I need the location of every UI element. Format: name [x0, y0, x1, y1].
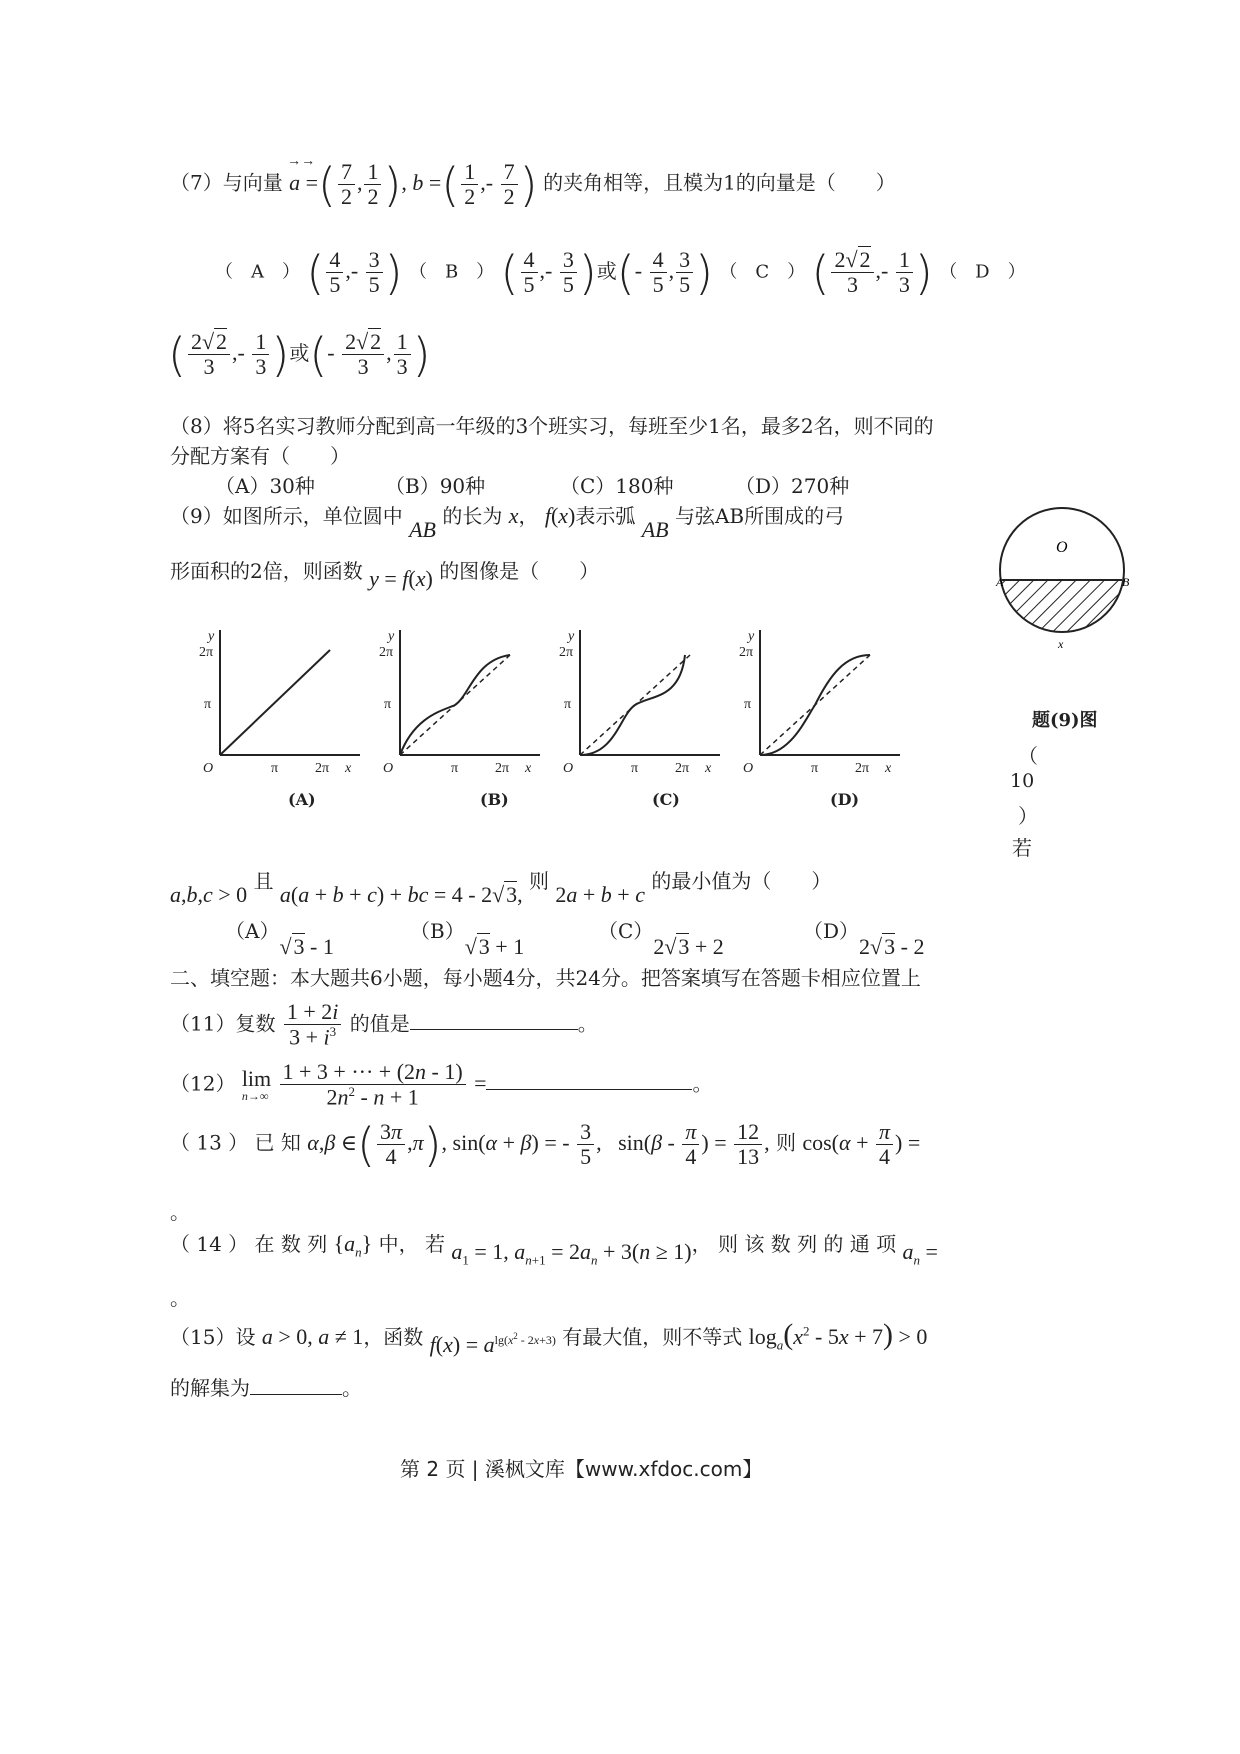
- graph-label-a: (A): [288, 790, 316, 809]
- q15-line2-text: 的解集为: [170, 1376, 250, 1400]
- svg-text:2π: 2π: [739, 645, 754, 660]
- svg-text:x: x: [345, 761, 352, 776]
- q8-option-c: （C）180种: [560, 474, 674, 498]
- q15-answer-blank[interactable]: [250, 1394, 342, 1395]
- q12-end: 。: [692, 1071, 713, 1096]
- svg-text:2π: 2π: [495, 761, 510, 776]
- graph-label-d: (D): [830, 790, 860, 809]
- q7-option-d: ( $\frac{2√2}{3}$ ,- $\frac{1}{3}$ )或(- $\frac{2√2}{3}$ , $\frac{1}{3}$ ): [168, 327, 431, 382]
- svg-text:O: O: [743, 761, 754, 776]
- q7-stem: [170, 153, 896, 212]
- svg-text:A: A: [996, 575, 1004, 589]
- q12: （12） lim n→∞ $\frac{1 + 3 + \cdot\cdot\cdot + (2n - 1)}{2n^2 - n + 1}$ = 。: [170, 1059, 713, 1110]
- q15-mid2: 有最大值，则不等式: [562, 1325, 743, 1349]
- q10-ruo: 若: [1012, 836, 1032, 860]
- graph-c: [559, 629, 720, 776]
- graph-label-b: (B): [480, 790, 509, 809]
- q15-end: 。: [342, 1376, 362, 1400]
- q11-end: 。: [577, 1011, 598, 1036]
- q7-or-b: 或: [596, 258, 617, 283]
- q15-function: $f(x) = a^{lg(x^2 - 2x+3)}$: [429, 1330, 556, 1357]
- q10-ze: 则: [529, 869, 550, 893]
- svg-text:y: y: [568, 629, 575, 644]
- q10-qie: 且: [253, 869, 274, 893]
- vec-b: b: [412, 169, 424, 195]
- svg-text:π: π: [451, 761, 459, 776]
- svg-text:O: O: [203, 761, 214, 776]
- q9-p1: （9）如图所示，单位圆中: [170, 504, 403, 528]
- svg-text:x: x: [1058, 637, 1064, 651]
- q9-p2: 的长为: [442, 504, 503, 528]
- q14-target: $a_n$ =: [902, 1239, 938, 1268]
- q15-cond: a > 0, a ≠ 1: [261, 1324, 364, 1349]
- q11: [170, 1000, 598, 1050]
- q9-var-x: x: [508, 503, 519, 528]
- q7-option-c: ( $\frac{2√2}{3}$ ,- $\frac{1}{3}$ ): [811, 245, 933, 300]
- q13-ze: 则: [775, 1130, 796, 1155]
- q12-fraction: $\frac{1 + 3 + \cdot\cdot\cdot + (2n - 1)}{2n^2 - n + 1}$: [280, 1060, 466, 1110]
- q12-answer-blank[interactable]: [486, 1089, 692, 1090]
- q10-expr: 2a + b + c: [555, 882, 645, 907]
- q9-function: y = f(x): [369, 566, 433, 591]
- q13-end: 。: [170, 1200, 190, 1224]
- svg-text:π: π: [564, 697, 572, 712]
- q7-label-d: （ D ）: [939, 261, 1026, 283]
- svg-text:π: π: [631, 761, 639, 776]
- q10-option-b: （B）√3 + 1: [410, 919, 525, 959]
- q10-stem: [170, 865, 832, 907]
- q13-target: cos(α + $\frac{\pi}{4}$ ) =: [802, 1119, 921, 1170]
- q15-prefix: （15）设: [170, 1325, 256, 1349]
- svg-text:π: π: [384, 697, 392, 712]
- q7-label-c: （ C ）: [719, 261, 806, 283]
- q10-cond2: a(a + b + c) + bc = 4 - 2√3,: [279, 882, 523, 907]
- svg-text:O: O: [1056, 539, 1068, 556]
- q10-option-a: （A）√3 - 1: [225, 919, 334, 959]
- graph-d: [739, 629, 900, 776]
- q8-option-a: （A）30种: [215, 474, 315, 498]
- page-footer: 第 2 页 | 溪枫文库【www.xfdoc.com】: [400, 1457, 763, 1481]
- graph-label-c: (C): [652, 790, 680, 809]
- q7-label-b: （ B ）: [408, 261, 495, 283]
- q10-label-c: （C）: [598, 919, 654, 943]
- q10-label-d: （D）: [803, 919, 860, 943]
- svg-text:2π: 2π: [855, 761, 870, 776]
- q13-prefix: （ 13 ） 已 知: [170, 1130, 301, 1155]
- graph-b: [379, 629, 540, 776]
- q14-end: 。: [170, 1286, 190, 1310]
- svg-text:y: y: [388, 629, 395, 644]
- svg-text:2π: 2π: [379, 645, 394, 660]
- q8-stem-line2: 分配方案有（ ）: [170, 444, 350, 468]
- q9-arc-ab-2: AB: [641, 517, 669, 542]
- svg-text:π: π: [271, 761, 279, 776]
- q10-number: 10: [1010, 770, 1035, 792]
- q11-prefix: （11）复数: [170, 1011, 276, 1036]
- svg-text:x: x: [525, 761, 532, 776]
- q9-p4: 与弦AB所围成的弓: [674, 504, 845, 528]
- q15-inequality: $\log_a(x^2 - 5x + 7) > 0$: [748, 1318, 928, 1353]
- svg-text:π: π: [744, 697, 752, 712]
- svg-text:y: y: [208, 629, 215, 644]
- q12-prefix: （12）: [170, 1071, 236, 1096]
- svg-text:B: B: [1122, 575, 1130, 589]
- q9-figure-caption: 题(9)图: [1032, 710, 1098, 731]
- q7-prefix: （7）与向量: [170, 170, 283, 195]
- q10-option-c: （C）2√3 + 2: [598, 919, 724, 959]
- q13-condition: α,β ∈( $\frac{3\pi}{4}$ ,π), sin(α + β) = - $\frac{3}{5}$ , sin(β - $\frac{\pi}{4}$ ) = $\frac{12}{13}$ ,: [307, 1117, 770, 1172]
- q8-option-b: （B）90种: [385, 474, 486, 498]
- q10-label-b: （B）: [410, 919, 465, 943]
- q12-lim: lim n→∞: [241, 1065, 272, 1103]
- q8-option-d: （D）270种: [735, 474, 850, 498]
- q9-fx: f: [544, 503, 551, 528]
- q14-prefix: （ 14 ） 在 数 列: [170, 1232, 328, 1256]
- svg-text:2π: 2π: [315, 761, 330, 776]
- q9-stem-line1: （9）如图所示，单位圆中 AB 的长为 x， f(x)表示弧 AB 与弦AB所围成的弓: [170, 503, 845, 542]
- q9-line2-end: 的图像是（ ）: [439, 559, 600, 583]
- q14-recurrence: $a_1 = 1$, $a_{n+1} = 2a_n + 3(n \ge 1)$: [451, 1239, 692, 1268]
- graph-a: [199, 629, 360, 776]
- q10-paren-open: （: [1018, 744, 1038, 768]
- q7-or-d: 或: [289, 340, 310, 365]
- q7-option-a: ( $\frac{4}{5}$ ,- $\frac{3}{5}$ ): [306, 245, 403, 300]
- vec-a: a: [289, 169, 301, 195]
- q11-suffix: 的值是: [349, 1011, 410, 1036]
- q10-label-a: （A）: [225, 919, 280, 943]
- svg-text:π: π: [811, 761, 819, 776]
- q7-option-b: ( $\frac{4}{5}$ ,- $\frac{3}{5}$ )或(- $\frac{4}{5}$ , $\frac{3}{5}$ ): [500, 245, 714, 300]
- q9-graphs: [195, 620, 1075, 800]
- q9-stem-line2: [170, 555, 600, 591]
- svg-text:x: x: [705, 761, 712, 776]
- q10-cond1: a,b,c > 0: [170, 882, 248, 907]
- q14-sequence: $\{a_n\}$: [333, 1231, 373, 1260]
- svg-text:O: O: [563, 761, 574, 776]
- svg-text:O: O: [383, 761, 394, 776]
- q15-mid: ，函数: [363, 1325, 424, 1349]
- q7-suffix: 的夹角相等，且模为1的向量是（ ）: [543, 170, 896, 195]
- q10-option-d: （D）2√3 - 2: [803, 919, 925, 959]
- q8-stem-line1: （8）将5名实习教师分配到高一年级的3个班实习，每班至少1名，最多2名，则不同的: [170, 414, 934, 438]
- section2-heading: 二、填空题：本大题共6小题，每小题4分，共24分。把答案填写在答题卡相应位置上: [170, 966, 921, 990]
- q10-paren-close: ）: [1018, 804, 1038, 828]
- q7-vectors: →→ a =( $\frac{7}{2}$ , $\frac{1}{2}$ ), b =( $\frac{1}{2}$ ,- $\frac{7}{2}$ ): [287, 153, 538, 212]
- q9-p3: 表示弧: [575, 504, 636, 528]
- svg-text:π: π: [204, 697, 212, 712]
- svg-text:2π: 2π: [199, 645, 214, 660]
- q14: [170, 1228, 938, 1268]
- q9-line2-text: 形面积的2倍，则函数: [170, 559, 363, 583]
- q10-stem-end: 的最小值为（ ）: [651, 869, 832, 893]
- q14-suffix: ， 则 该 数 列 的 通 项: [691, 1232, 897, 1256]
- svg-text:2π: 2π: [675, 761, 690, 776]
- svg-text:x: x: [885, 761, 892, 776]
- q9-arc-ab-1: AB: [409, 517, 436, 542]
- q7-options-line1: [215, 245, 1026, 300]
- q15: [170, 1318, 928, 1357]
- svg-text:2π: 2π: [559, 645, 574, 660]
- q13: [170, 1117, 921, 1172]
- q11-fraction: $\frac{1 + 2i}{3 + i^3}$: [284, 1000, 342, 1050]
- q11-answer-blank[interactable]: [410, 1029, 578, 1030]
- svg-text:y: y: [748, 629, 755, 644]
- q14-mid: 中， 若: [378, 1232, 445, 1256]
- q7-label-a: （ A ）: [215, 261, 300, 283]
- q15-line2: [170, 1372, 362, 1401]
